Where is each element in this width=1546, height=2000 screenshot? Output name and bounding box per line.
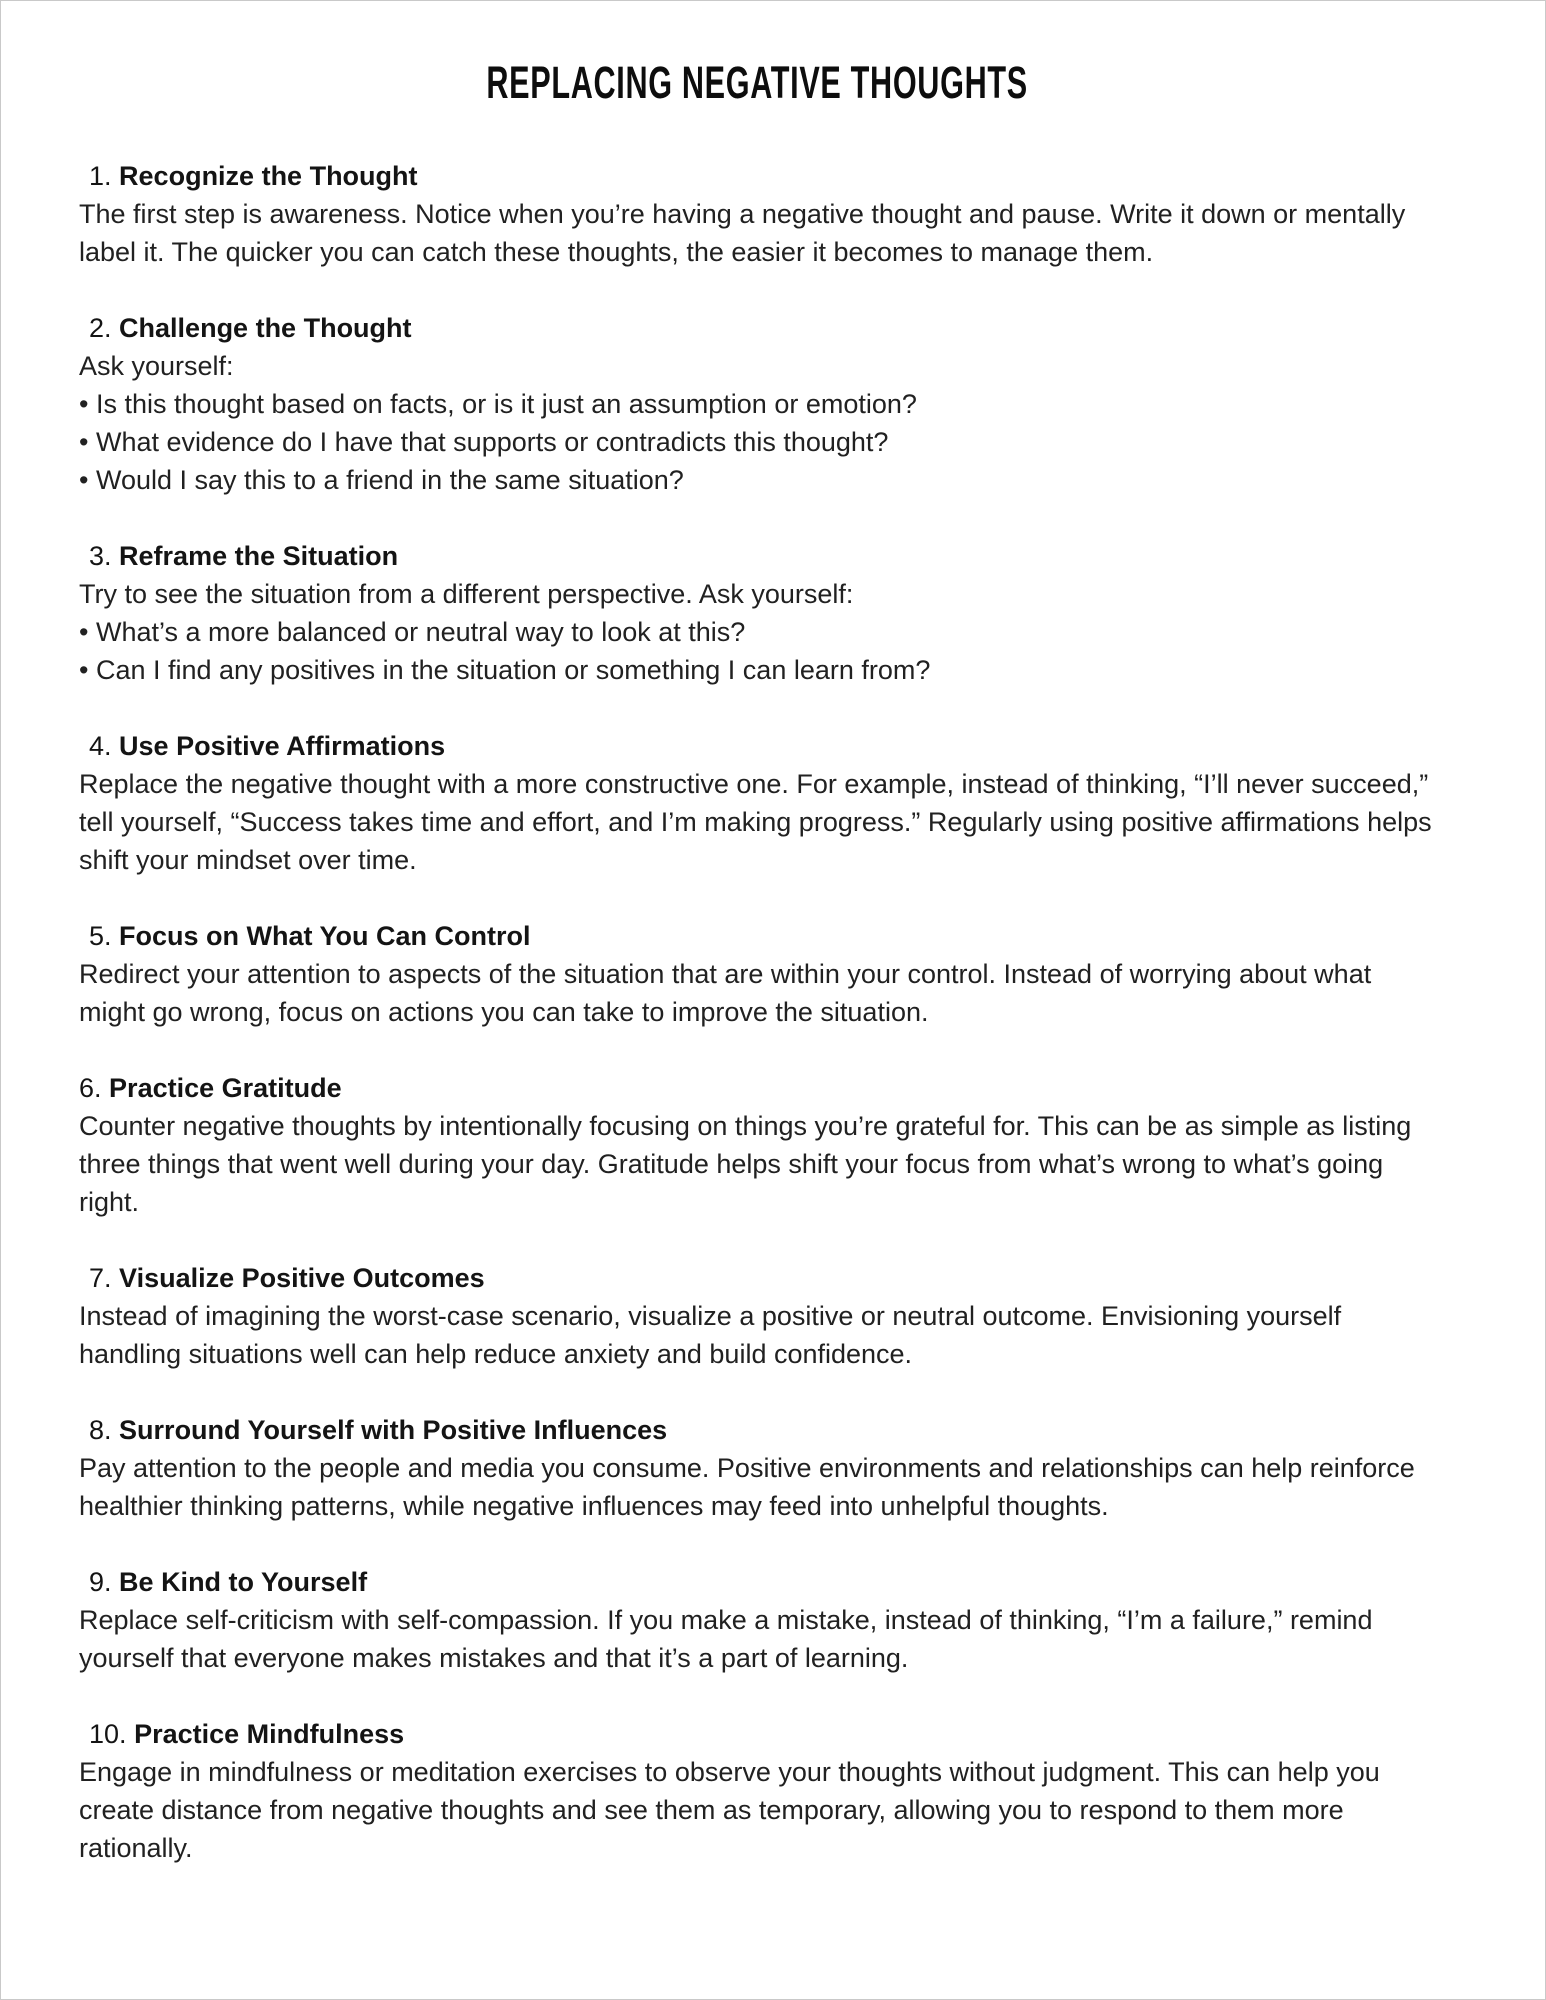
section-body bbox=[79, 1449, 1435, 1525]
section-number: 7. bbox=[89, 1263, 112, 1293]
section-number: 4. bbox=[89, 731, 112, 761]
section-title: Visualize Positive Outcomes bbox=[119, 1263, 485, 1293]
page-title bbox=[79, 59, 1435, 111]
section-heading bbox=[79, 157, 1435, 195]
section-heading bbox=[79, 1259, 1435, 1297]
page-title-text: REPLACING NEGATIVE THOUGHTS bbox=[486, 57, 1028, 108]
section-body bbox=[79, 765, 1435, 879]
paragraph: Try to see the situation from a different perspective. Ask yourself: bbox=[79, 579, 854, 609]
paragraph: Replace the negative thought with a more constructive one. For example, instead of thinking, “I’ll never succeed,” tell yourself, “Success takes time and effort, and I’m making progress.” Regularly using positive affirmations helps shift your mindset over time. bbox=[79, 769, 1432, 875]
bullet-item: • Is this thought based on facts, or is it just an assumption or emotion? bbox=[79, 389, 917, 419]
paragraph: Replace self-criticism with self-compassion. If you make a mistake, instead of thinking, “I’m a failure,” remind yourself that everyone makes mistakes and that it’s a part of learning. bbox=[79, 1605, 1373, 1673]
document-section bbox=[79, 1563, 1435, 1677]
section-body bbox=[79, 1297, 1435, 1373]
section-body bbox=[79, 347, 1435, 499]
document-body bbox=[79, 59, 1435, 1905]
document-section bbox=[79, 309, 1435, 499]
section-heading bbox=[79, 917, 1435, 955]
section-title: Focus on What You Can Control bbox=[119, 921, 531, 951]
bullet-item: • What’s a more balanced or neutral way to look at this? bbox=[79, 617, 746, 647]
section-heading bbox=[79, 1715, 1435, 1753]
section-number: 1. bbox=[89, 161, 112, 191]
section-title: Be Kind to Yourself bbox=[119, 1567, 368, 1597]
paragraph: Ask yourself: bbox=[79, 351, 234, 381]
bullet-item: • What evidence do I have that supports or contradicts this thought? bbox=[79, 427, 889, 457]
section-number: 9. bbox=[89, 1567, 112, 1597]
section-body bbox=[79, 1601, 1435, 1677]
section-heading bbox=[79, 1563, 1435, 1601]
document-section bbox=[79, 537, 1435, 689]
section-heading bbox=[79, 1411, 1435, 1449]
document-section bbox=[79, 1069, 1435, 1221]
document-section bbox=[79, 727, 1435, 879]
section-number: 3. bbox=[89, 541, 112, 571]
section-heading bbox=[79, 727, 1435, 765]
section-title: Challenge the Thought bbox=[119, 313, 412, 343]
section-number: 10. bbox=[89, 1719, 127, 1749]
section-number: 8. bbox=[89, 1415, 112, 1445]
section-title: Practice Gratitude bbox=[109, 1073, 342, 1103]
paragraph: Engage in mindfulness or meditation exercises to observe your thoughts without judgment. This can help you create distance from negative thoughts and see them as temporary, allowing you to respond to them more rationally. bbox=[79, 1757, 1380, 1863]
sections bbox=[79, 157, 1435, 1867]
bullet-item: • Can I find any positives in the situation or something I can learn from? bbox=[79, 655, 931, 685]
section-body bbox=[79, 1753, 1435, 1867]
section-heading bbox=[79, 309, 1435, 347]
bullet-item: • Would I say this to a friend in the same situation? bbox=[79, 465, 684, 495]
section-title: Reframe the Situation bbox=[119, 541, 399, 571]
section-number: 6. bbox=[79, 1073, 102, 1103]
document-section bbox=[79, 917, 1435, 1031]
section-number: 5. bbox=[89, 921, 112, 951]
paragraph: Instead of imagining the worst-case scenario, visualize a positive or neutral outcome. Envisioning yourself handling situations well can help reduce anxiety and build confidence. bbox=[79, 1301, 1342, 1369]
document-section bbox=[79, 1259, 1435, 1373]
paragraph: Pay attention to the people and media you consume. Positive environments and relationships can help reinforce healthier thinking patterns, while negative influences may feed into unhelpful thoughts. bbox=[79, 1453, 1415, 1521]
document-section bbox=[79, 1715, 1435, 1867]
section-body bbox=[79, 575, 1435, 689]
section-heading bbox=[79, 537, 1435, 575]
paragraph: Counter negative thoughts by intentionally focusing on things you’re grateful for. This can be as simple as listing three things that went well during your day. Gratitude helps shift your focus from what’s wrong to what’s going right. bbox=[79, 1111, 1412, 1217]
section-title: Recognize the Thought bbox=[119, 161, 418, 191]
section-title: Use Positive Affirmations bbox=[119, 731, 446, 761]
paragraph: The first step is awareness. Notice when you’re having a negative thought and pause. Write it down or mentally label it. The quicker you can catch these thoughts, the easier it becomes to manage them. bbox=[79, 199, 1406, 267]
section-number: 2. bbox=[89, 313, 112, 343]
section-title: Surround Yourself with Positive Influences bbox=[119, 1415, 668, 1445]
paragraph: Redirect your attention to aspects of the situation that are within your control. Instead of worrying about what might go wrong, focus on actions you can take to improve the situation. bbox=[79, 959, 1372, 1027]
document-section bbox=[79, 157, 1435, 271]
section-body bbox=[79, 195, 1435, 271]
section-body bbox=[79, 955, 1435, 1031]
section-heading bbox=[79, 1069, 1435, 1107]
document-section bbox=[79, 1411, 1435, 1525]
section-title: Practice Mindfulness bbox=[134, 1719, 405, 1749]
section-body bbox=[79, 1107, 1435, 1221]
